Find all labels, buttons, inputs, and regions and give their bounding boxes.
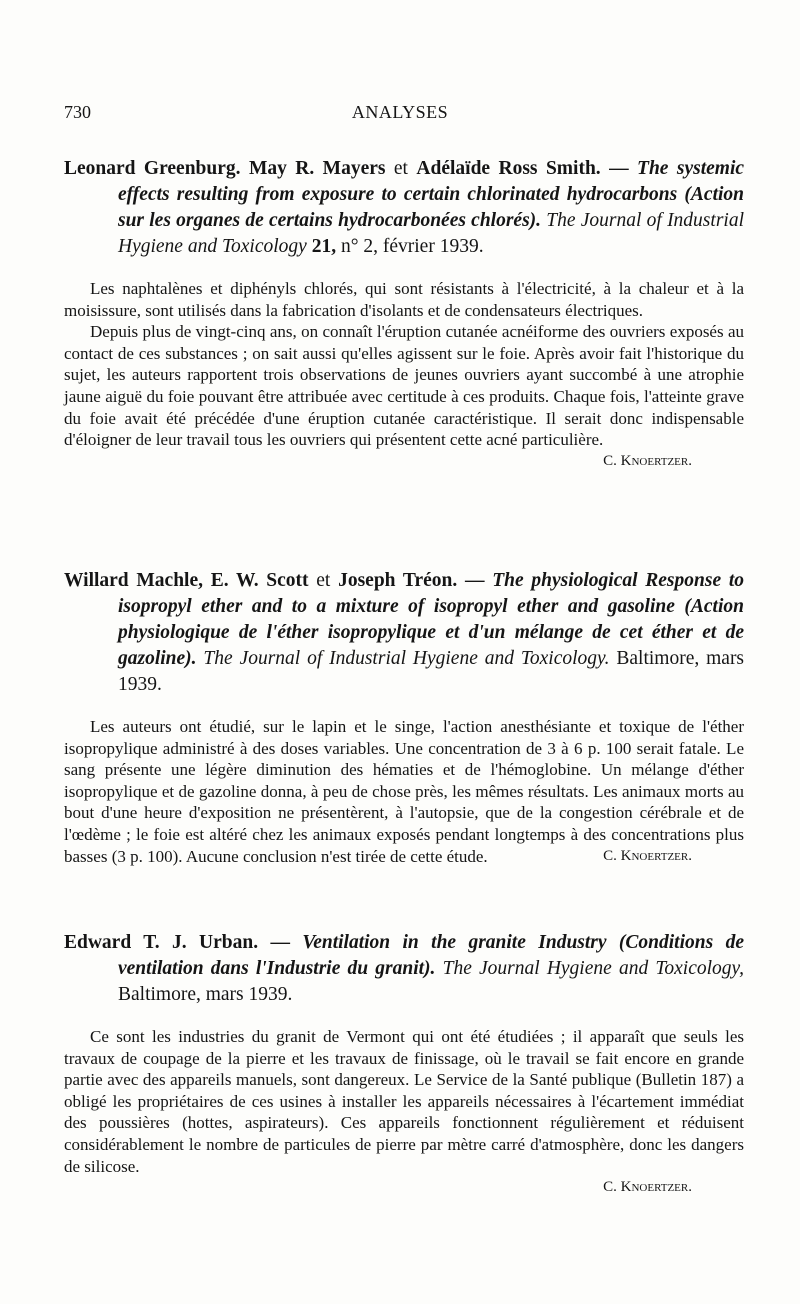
paragraph — [64, 716, 744, 867]
citation — [64, 156, 744, 260]
citation — [64, 930, 744, 1008]
citation-issue: n° 2, février 1939. — [340, 236, 484, 257]
paragraph: Ce sont les industries du granit de Vermont qui ont été étudiées ; il apparaît que seuls les travaux de coupage de la pierre et les travaux de finissage, où le travail se fait encore en grande partie avec des appareils manuels, sont dangereux. Le Service de la Santé publique (Bulletin 187) a obligé les propriétaires de ces usines à installer les appareils nécessaires à l'écartement immédiat des poussières (hottes, aspirateurs). Ces appareils fonctionnent régulièrement et réduisent considérablement le nombre de particules de pierre par mètre carré d'atmosphère, donc les dangers de silicose. — [64, 1027, 744, 1176]
abstract-entry-2 — [64, 568, 744, 867]
paragraph-text: Les auteurs ont étudié, sur le lapin et le singe, l'action anesthésiante et toxique de l'éther isopropylique administré à des doses variables. Une concentration de 3 à 6 p. 100 serait fatale. Le sang présente une légère diminution des hématies et de l'hémoglobine. Un mélange d'éther isopropylique et de gazoline donna, à peu de chose près, les mêmes résultats. Les animaux morts au bout d'une heure d'exposition ne présentèrent, à l'autopsie, que de la congestion cérébrale et de l'œdème ; le foie est altéré chez les animaux exposés pendant longtemps à des concentrations plus basses (3 p. 100). Aucune conclusion n'est tirée de cette étude. — [64, 717, 744, 866]
citation-authors: Willard Machle, E. W. Scott — [64, 570, 309, 591]
abstract-entry-1 — [64, 156, 744, 472]
page-number: 730 — [64, 102, 91, 122]
paragraph: Les naphtalènes et diphényls chlorés, qui sont résistants à l'électricité, à la chaleur et à la moisissure, sont utilisés dans la fabrication d'isolants et de condensateurs électriques. — [64, 279, 744, 320]
paragraph-text: Depuis plus de vingt-cinq ans, on connaît l'éruption cutanée acnéiforme des ouvriers exposés au contact de ces substances ; on sait aussi qu'elles agissent sur le foie. Après avoir fait l'historique du sujet, les auteurs rapportent trois observations de jeunes ouvriers ayant succombé à une atrophie jaune aiguë du foie pouvant être attribuée avec certitude à ces produits. Chaque fois, l'atteinte grave du foie avait été précédée d'une éruption cutanée caractéristique. Il serait donc indispensable d'éloigner de leur travail tous les ouvriers qui présentent cette acné particulière. — [64, 322, 744, 450]
citation-title: The physiological Response to isopropyl ether and to a mixture of isopropyl ether and gasoline (Action physiologique de l'éther isopropylique et d'un mélange de cet éther et de gazoline). — [118, 570, 745, 669]
paragraph — [64, 321, 744, 469]
citation-journal: The Journal Hygiene and Toxicology, — [442, 958, 745, 979]
citation-authors: Edward T. J. Urban. — — [64, 932, 290, 953]
citation-volume: 21, — [311, 236, 337, 257]
citation-conjunction: et — [393, 158, 408, 179]
signature: C. Knoertzer. — [603, 847, 692, 864]
citation-authors-last: Adélaïde Ross Smith. — — [416, 158, 629, 179]
signature: C. Knoertzer. — [603, 1179, 692, 1196]
citation-conjunction: et — [316, 570, 331, 591]
citation — [64, 568, 744, 698]
abstract-body — [64, 716, 744, 867]
page-title: ANALYSES — [351, 102, 449, 122]
citation-tail: Baltimore, mars 1939. — [118, 648, 745, 695]
citation-title: Ventilation in the granite Industry (Conditions de ventilation dans l'Industrie du granit). — [118, 932, 744, 979]
abstract-body — [64, 1026, 744, 1199]
citation-journal: The Journal of Industrial Hygiene and Toxicology — [118, 210, 744, 257]
citation-journal: The Journal of Industrial Hygiene and Toxicology. — [203, 648, 610, 669]
citation-authors-last: Joseph Tréon. — — [338, 570, 485, 591]
signature: C. Knoertzer. — [603, 452, 692, 469]
running-header — [0, 102, 800, 128]
citation-authors: Leonard Greenburg. May R. Mayers — [64, 158, 386, 179]
abstract-body — [64, 278, 744, 469]
citation-tail: Baltimore, mars 1939. — [118, 984, 293, 1005]
citation-title: The systemic effects resulting from exposure to certain chlorinated hydrocarbons (Action sur les organes de certains hydrocarbonées chlorés). — [118, 158, 745, 231]
abstract-entry-3 — [64, 930, 744, 1199]
